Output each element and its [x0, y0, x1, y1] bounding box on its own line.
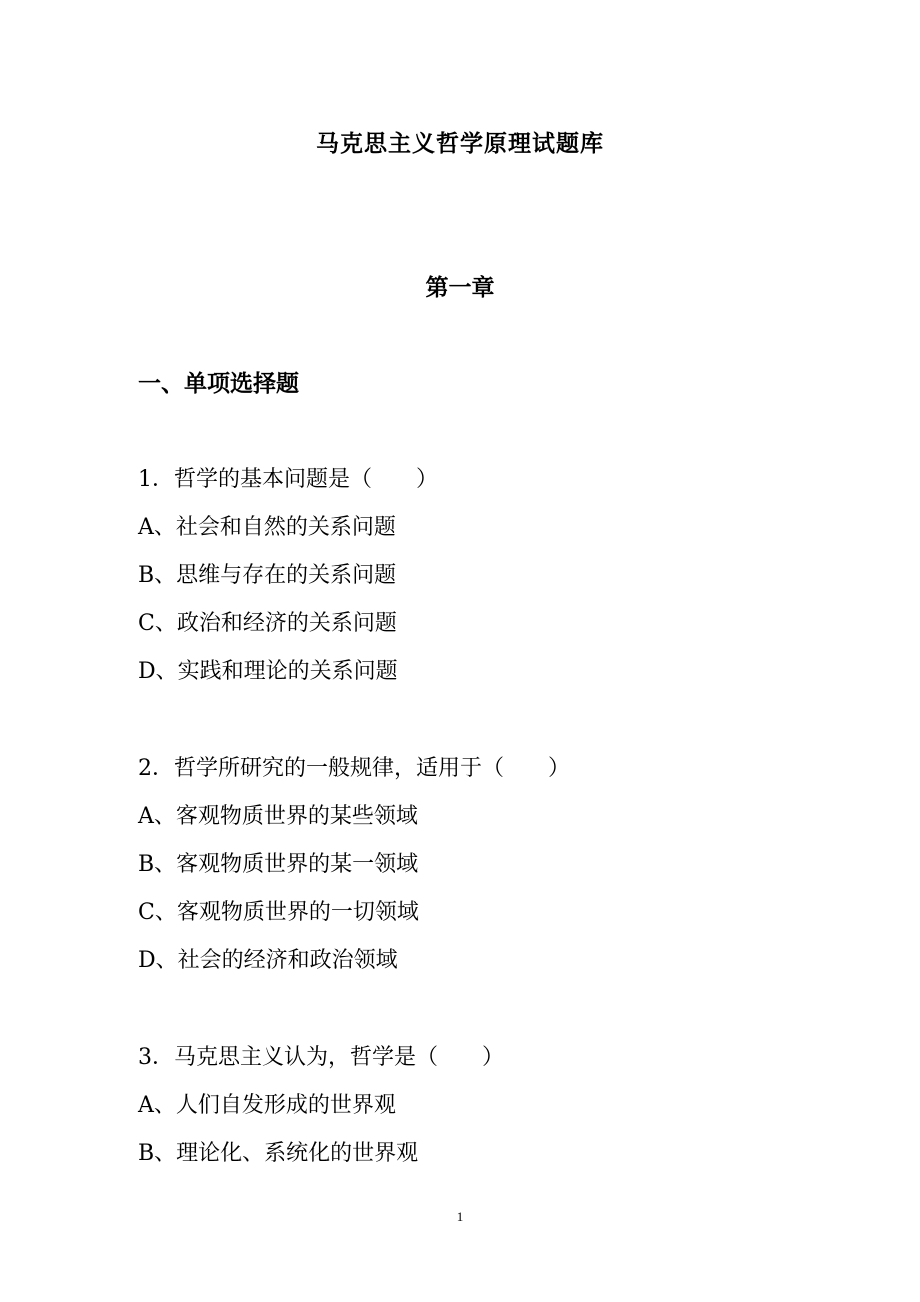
option-c: C、客观物质世界的一切领域 [138, 900, 419, 925]
question-stem: 3．马克思主义认为，哲学是（ ） [138, 1045, 504, 1070]
option-a: A、客观物质世界的某些领域 [138, 804, 418, 829]
option-d: D、社会的经济和政治领域 [138, 948, 398, 973]
document-title: 马克思主义哲学原理试题库 [316, 131, 604, 157]
section-heading: 一、单项选择题 [138, 371, 299, 397]
option-b: B、客观物质世界的某一领域 [138, 852, 419, 877]
question-stem: 1．哲学的基本问题是（ ） [138, 467, 438, 492]
question-1 [138, 456, 838, 696]
option-b: B、思维与存在的关系问题 [138, 563, 397, 588]
chapter-heading: 第一章 [425, 275, 495, 301]
option-c: C、政治和经济的关系问题 [138, 611, 397, 636]
option-d: D、实践和理论的关系问题 [138, 659, 398, 684]
question-2 [138, 745, 838, 985]
option-b: B、理论化、系统化的世界观 [138, 1141, 419, 1166]
option-a: A、人们自发形成的世界观 [138, 1093, 396, 1118]
question-stem: 2．哲学所研究的一般规律，适用于（ ） [138, 756, 570, 781]
option-a: A、社会和自然的关系问题 [138, 515, 396, 540]
page-number: 1 [456, 1209, 464, 1224]
question-3 [138, 1034, 838, 1178]
